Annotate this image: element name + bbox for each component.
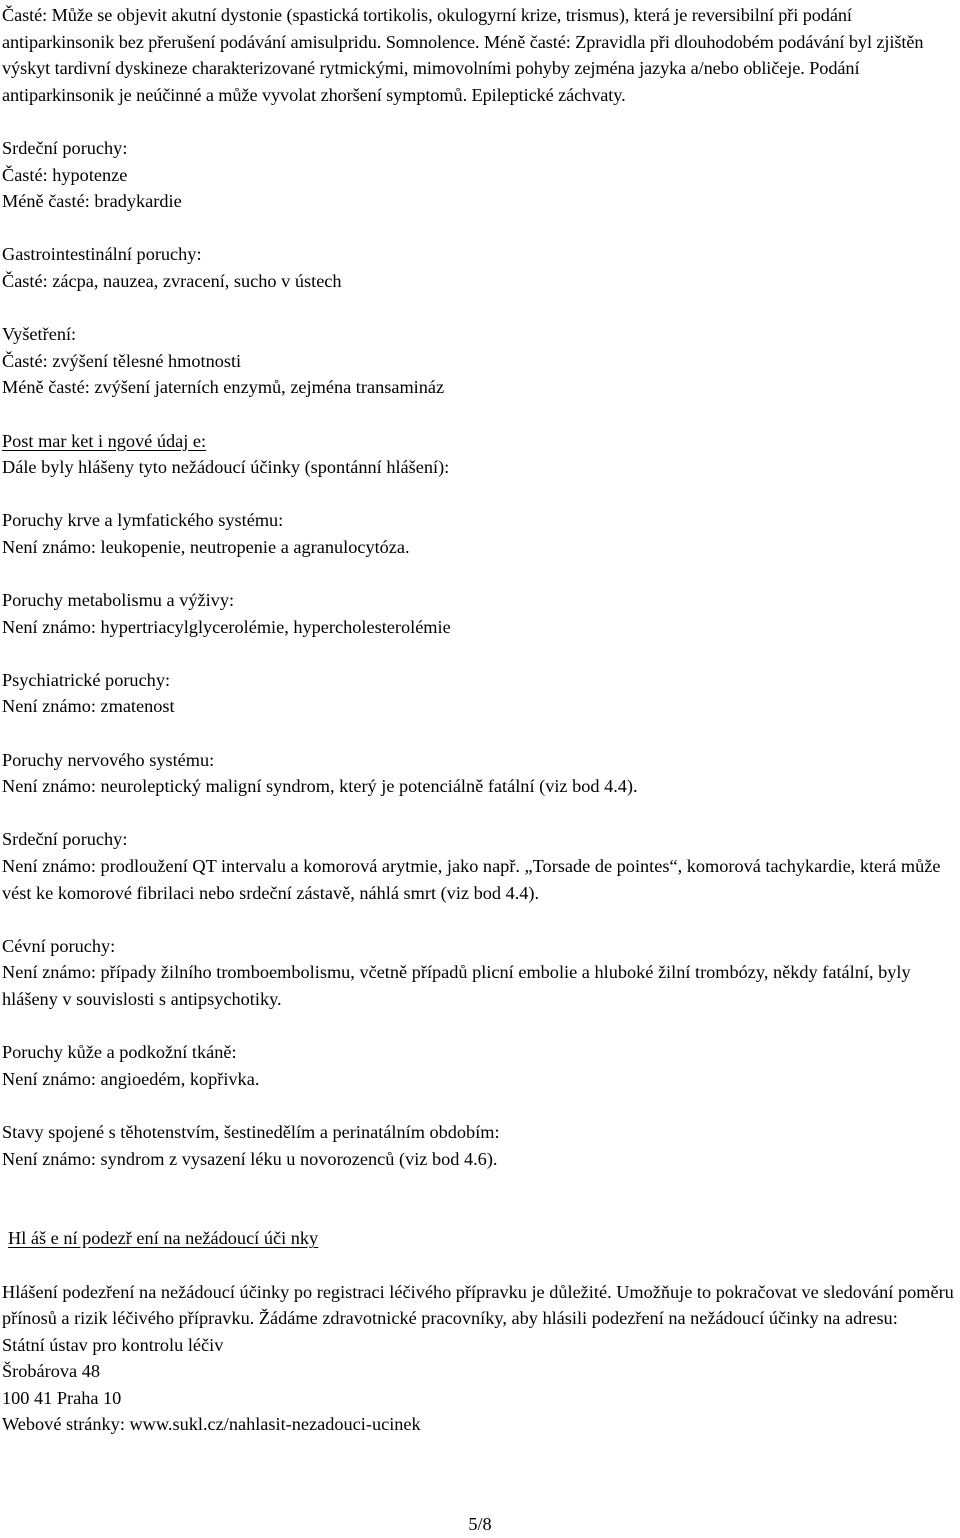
reporting-title: Hl áš e ní podezř ení na nežádoucí úči nky (8, 1228, 319, 1249)
reporting-block (2, 1225, 956, 1438)
page-number: 5/8 (468, 1514, 492, 1534)
section-line: Není známo: zmatenost (2, 696, 175, 717)
section-pregnancy (2, 1119, 956, 1172)
section-line: Není známo: angioedém, kopřivka. (2, 1068, 260, 1089)
section-heading: Srdeční poruchy: (2, 137, 128, 158)
postmarketing-block (2, 428, 956, 481)
section-cardiac-1 (2, 135, 956, 215)
section-line: Časté: zvýšení tělesné hmotnosti (2, 350, 242, 371)
section-vascular (2, 933, 956, 1013)
section-heading: Poruchy kůže a podkožní tkáně: (2, 1042, 237, 1063)
section-heading: Vyšetření: (2, 324, 77, 345)
section-line: Není známo: syndrom z vysazení léku u novorozenců (viz bod 4.6). (2, 1148, 498, 1169)
postmarketing-title: Post mar ket i ngové údaj e: (2, 430, 207, 451)
section-heading: Gastrointestinální poruchy: (2, 244, 202, 265)
section-line: Není známo: hypertriacylglycerolémie, hypercholesterolémie (2, 616, 451, 637)
section-line: Časté: zácpa, nauzea, zvracení, sucho v ústech (2, 270, 342, 291)
address-line: 100 41 Praha 10 (2, 1387, 122, 1408)
postmarketing-intro: Dále byly hlášeny tyto nežádoucí účinky (spontánní hlášení): (2, 457, 450, 478)
section-heading: Psychiatrické poruchy: (2, 669, 171, 690)
section-line: Není známo: prodloužení QT intervalu a komorová arytmie, jako např. „Torsade de pointes“, komorová tachykardie, která může vést ke komorové fibrilaci nebo srdeční zástavě, náhlá smrt (viz bod 4.4). (2, 856, 941, 903)
address-line: Webové stránky: www.sukl.cz/nahlasit-nezadouci-ucinek (2, 1414, 421, 1435)
section-investigations (2, 321, 956, 401)
reporting-paragraph: Hlášení podezření na nežádoucí účinky po registraci léčivého přípravku je důležité. Umožňuje to pokračovat ve sledování poměru přínosů a rizik léčivého přípravku. Žádáme zdravotnické pracovníky, aby hlásili podezření na nežádoucí účinky na adresu: (2, 1281, 954, 1329)
section-blood (2, 507, 956, 560)
section-line: Není známo: případy žilního tromboembolismu, včetně případů plicní embolie a hluboké žilní trombózy, někdy fatální, byly hlášeny v souvislosti s antipsychotiky. (2, 962, 911, 1009)
address-line: Státní ústav pro kontrolu léčiv (2, 1334, 224, 1355)
section-line: Časté: hypotenze (2, 164, 128, 185)
section-line: Méně časté: bradykardie (2, 191, 182, 212)
section-nervous (2, 747, 956, 800)
address-line: Šrobárova 48 (2, 1361, 100, 1382)
section-skin (2, 1039, 956, 1092)
section-line: Méně časté: zvýšení jaterních enzymů, zejména transamináz (2, 377, 445, 398)
section-heading: Poruchy nervového systému: (2, 749, 215, 770)
section-metabolism (2, 587, 956, 640)
section-heading: Cévní poruchy: (2, 935, 116, 956)
section-line: Není známo: leukopenie, neutropenie a agranulocytóza. (2, 536, 410, 557)
section-psychiatric (2, 667, 956, 720)
section-heading: Srdeční poruchy: (2, 829, 128, 850)
section-cardiac-2 (2, 826, 956, 906)
section-heading: Poruchy metabolismu a výživy: (2, 590, 235, 611)
section-heading: Poruchy krve a lymfatického systému: (2, 510, 284, 531)
section-heading: Stavy spojené s těhotenstvím, šestinedělím a perinatálním obdobím: (2, 1121, 500, 1142)
intro-paragraph: Časté: Může se objevit akutní dystonie (spastická tortikolis, okulogyrní krize, trismus), která je reversibilní při podání antiparkinsonik bez přerušení podávání amisulpridu. Somnolence. Méně časté: Zpravidla při dlouhodobém podávání byl zjištěn výskyt tardivní dyskineze charakterizované rytmickými, mimovolními pohyby zejména jazyka a/nebo obličeje. Podání antiparkinsonik je neúčinné a může vyvolat zhoršení symptomů. Epileptické záchvaty. (2, 5, 924, 105)
section-line: Není známo: neuroleptický maligní syndrom, který je potenciálně fatální (viz bod 4.4). (2, 776, 638, 797)
document-page (2, 2, 956, 1438)
section-gastro (2, 241, 956, 294)
